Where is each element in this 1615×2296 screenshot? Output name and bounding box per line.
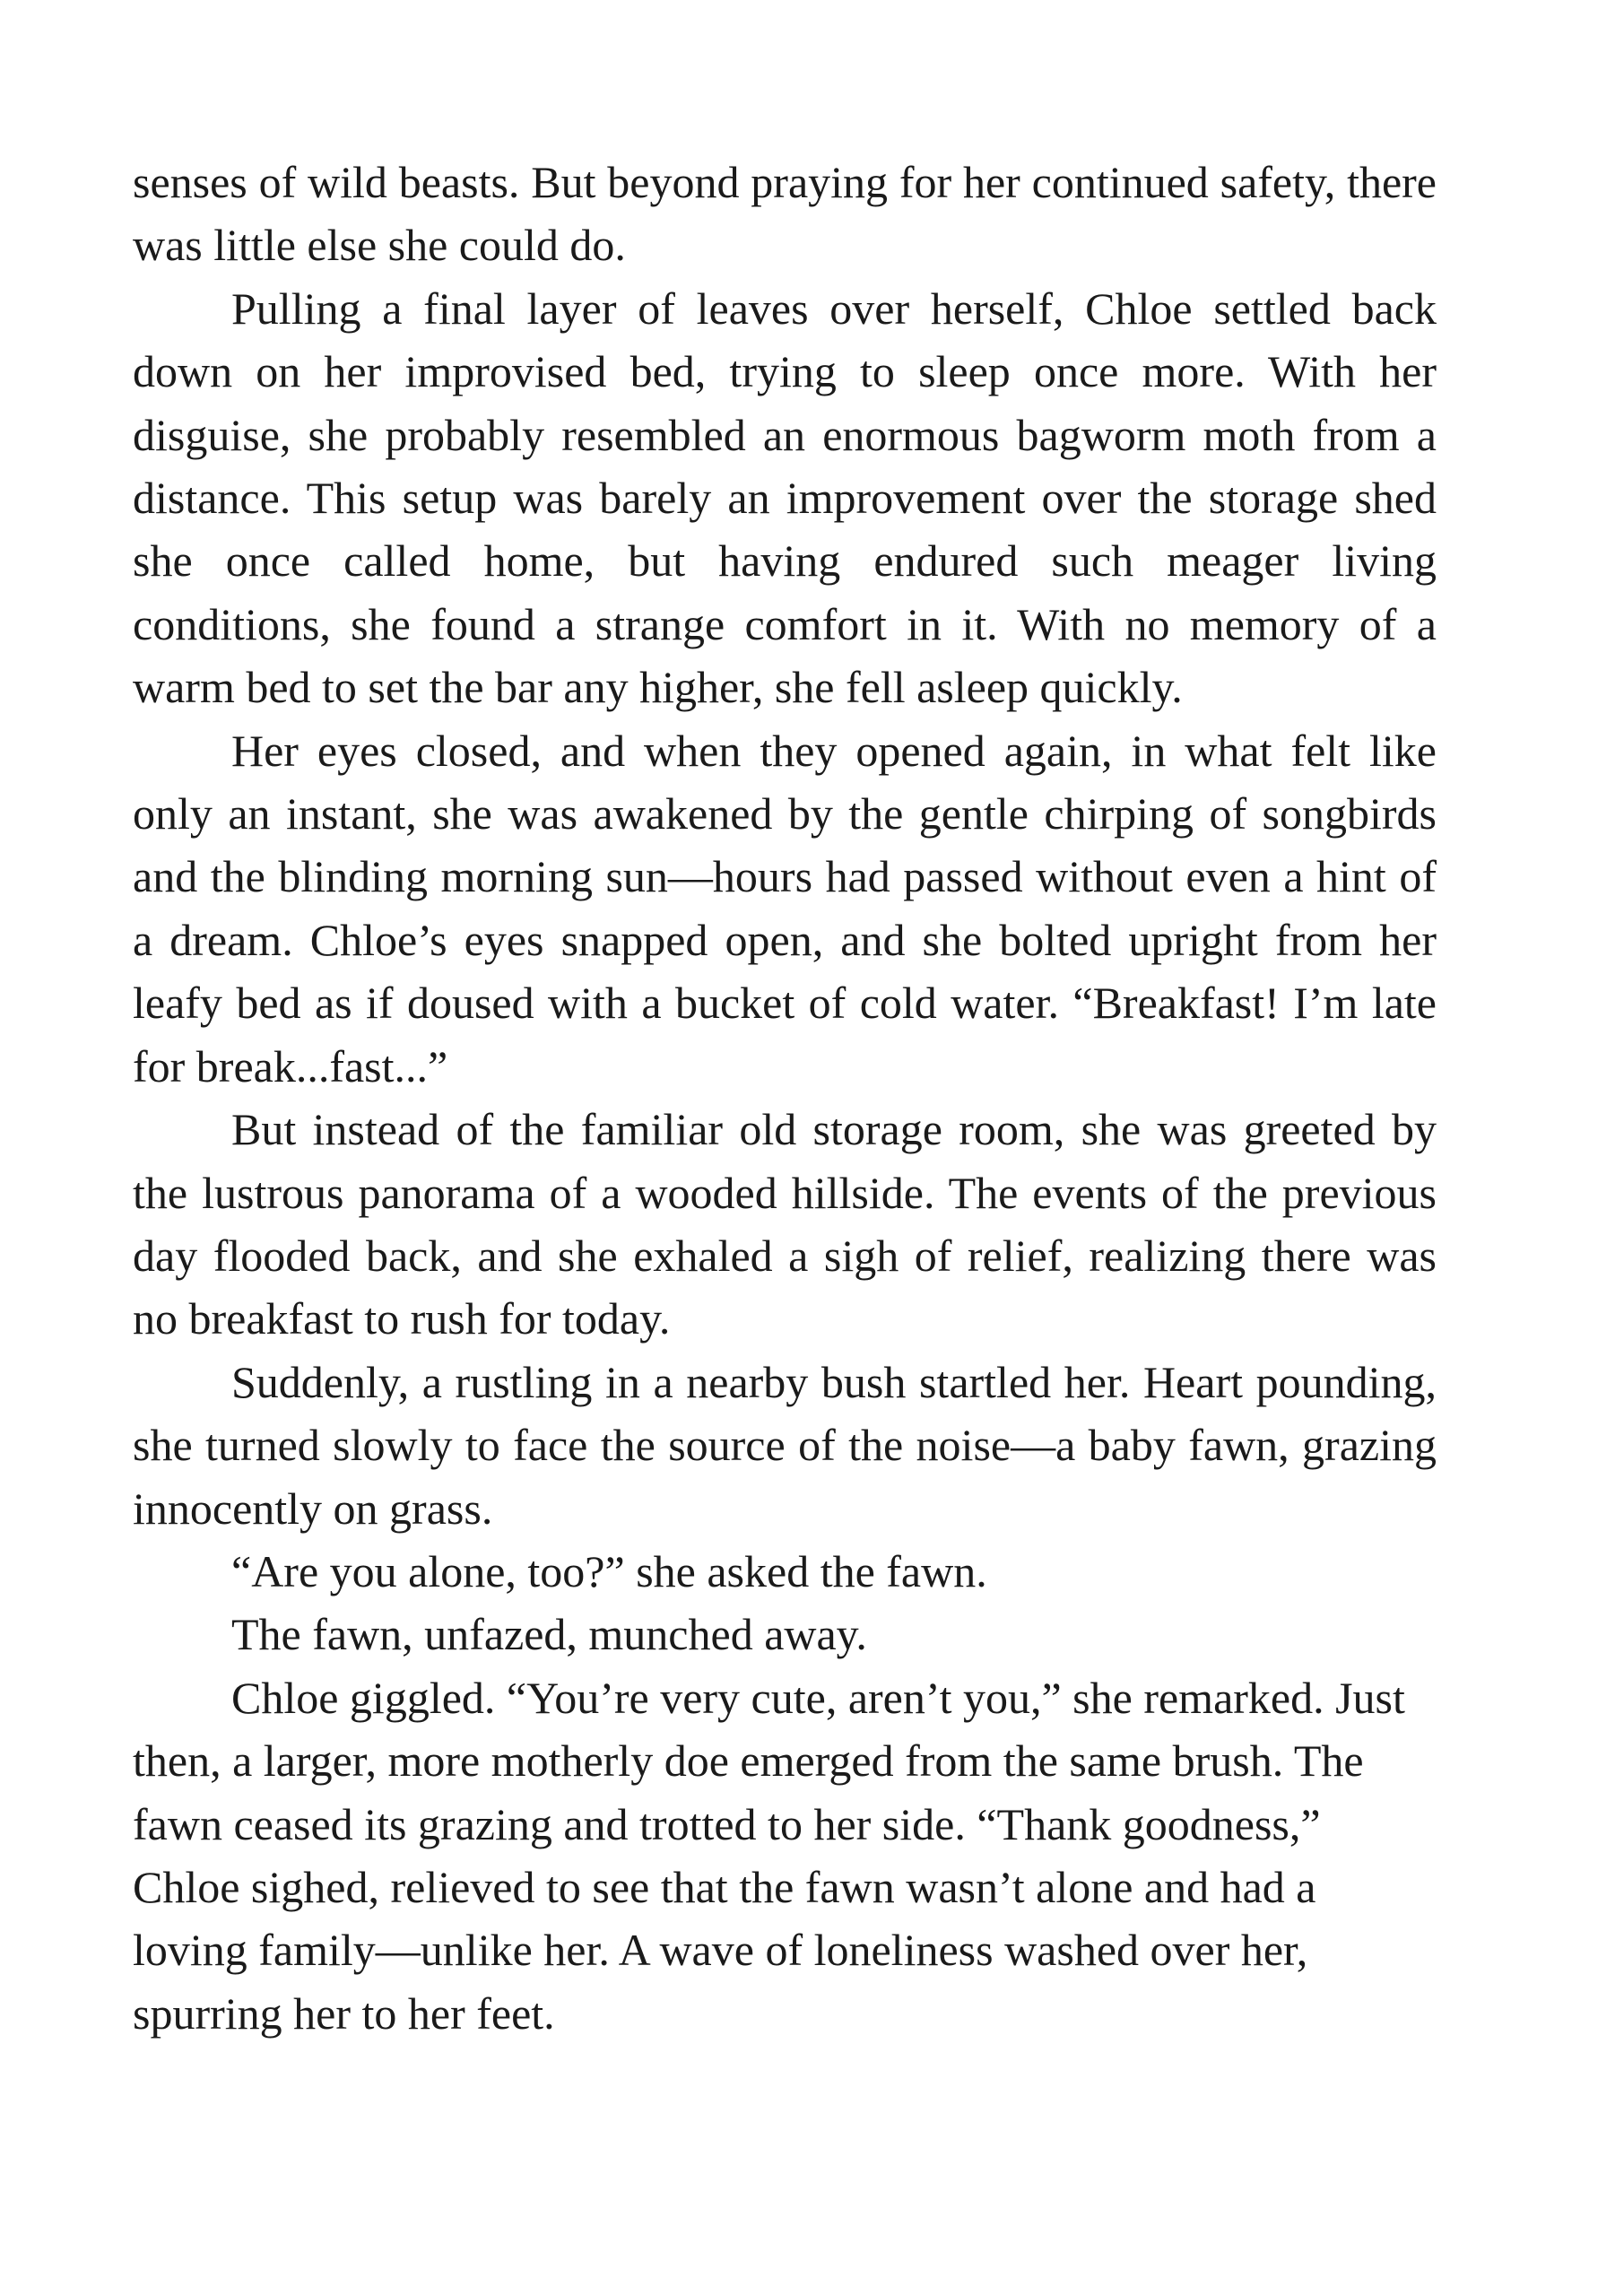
paragraph-5: Suddenly, a rustling in a nearby bush startled her. Heart pounding, she turned slowly to face the source of the noise—a baby fawn, grazing innocently on grass. bbox=[133, 1356, 1437, 1534]
paragraph-7: The fawn, unfazed, munched away. bbox=[231, 1609, 867, 1660]
paragraph-2: Pulling a final layer of leaves over herself, Chloe settled back down on her improvised bed, trying to sleep once more. With her disguise, she probably resembled an enormous bagworm moth from a distance. This setup was barely an improvement over the storage shed she once called home, but having endured such meager living conditions, she found a strange comfort in it. With no memory of a warm bed to set the bar any higher, she fell asleep quickly. bbox=[133, 283, 1437, 713]
paragraph-4: But instead of the familiar old storage room, she was greeted by the lustrous panorama of a wooded hillside. The events of the previous day flooded back, and she exhaled a sigh of relief, realizing there was no breakfast to rush for today. bbox=[133, 1104, 1437, 1344]
paragraph-3: Her eyes closed, and when they opened again, in what felt like only an instant, she was awakened by the gentle chirping of songbirds and the blinding morning sun—hours had passed without even a hint of a dream. Chloe’s eyes snapped open, and she bolted upright from her leafy bed as if doused with a bucket of cold water. “Breakfast! I’m late for break...fast...” bbox=[133, 725, 1437, 1091]
paragraph-6: “Are you alone, too?” she asked the fawn. bbox=[231, 1545, 987, 1596]
book-page bbox=[133, 151, 1437, 2045]
paragraph-8: Chloe giggled. “You’re very cute, aren’t you,” she remarked. Just then, a larger, more motherly doe emerged from the same brush. The fawn ceased its grazing and trotted to her side. “Thank goodness,” Chloe sighed, relieved to see that the fawn wasn’t alone and had a loving family—unlike her. A wave of loneliness washed over her, spurring her to her feet. bbox=[133, 1672, 1405, 2039]
paragraph-1: senses of wild beasts. But beyond praying for her continued safety, there was little else she could do. bbox=[133, 157, 1437, 271]
